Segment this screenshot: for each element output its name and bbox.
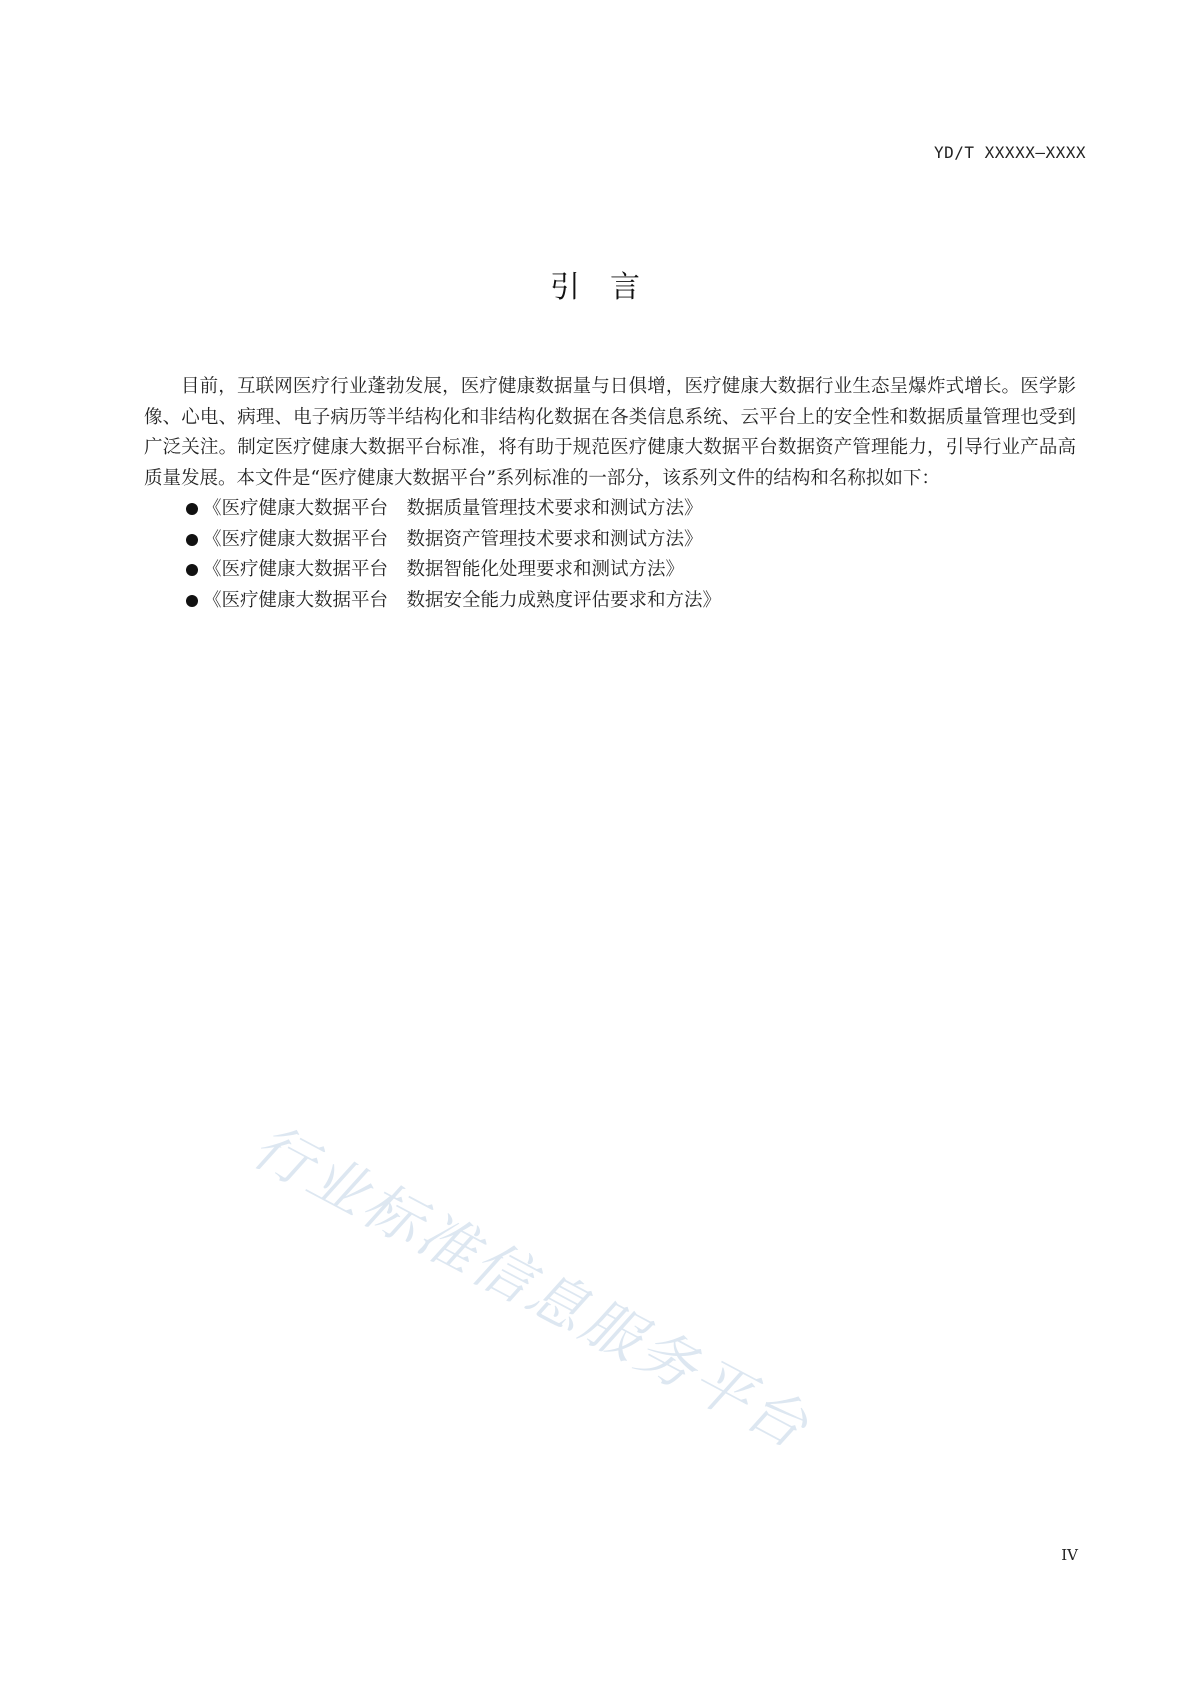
- list-item: [186, 494, 1076, 525]
- bullet-icon: [186, 534, 198, 546]
- watermark: 行业标准信息服务平台: [241, 1111, 822, 1463]
- series-standards-list: [144, 494, 1076, 616]
- list-item-text: 《医疗健康大数据平台 数据资产管理技术要求和测试方法》: [203, 528, 703, 550]
- list-item-text: 《医疗健康大数据平台 数据安全能力成熟度评估要求和方法》: [203, 589, 722, 611]
- list-item: [186, 555, 1076, 586]
- list-item-text: 《医疗健康大数据平台 数据质量管理技术要求和测试方法》: [203, 498, 703, 519]
- document-body: [144, 372, 1076, 616]
- document-code: YD/T XXXXX—XXXX: [934, 143, 1086, 162]
- page-number: IV: [1061, 1546, 1078, 1564]
- bullet-icon: [186, 564, 198, 576]
- list-item-text: 《医疗健康大数据平台 数据智能化处理要求和测试方法》: [203, 559, 685, 580]
- intro-paragraph: 目前，互联网医疗行业蓬勃发展，医疗健康数据量与日俱增，医疗健康大数据行业生态呈爆炸式增长。医学影像、心电、病理、电子病历等半结构化和非结构化数据在各类信息系统、云平台上的安全性和数据质量管理也受到广泛关注。制定医疗健康大数据平台标准，将有助于规范医疗健康大数据平台数据资产管理能力，引导行业产品高质量发展。本文件是“医疗健康大数据平台”系列标准的一部分，该系列文件的结构和名称拟如下：: [144, 376, 1076, 489]
- list-item: [186, 525, 1076, 556]
- bullet-icon: [186, 595, 198, 607]
- page-title: 引言: [550, 270, 670, 305]
- list-item: [186, 586, 1076, 617]
- bullet-icon: [186, 503, 198, 515]
